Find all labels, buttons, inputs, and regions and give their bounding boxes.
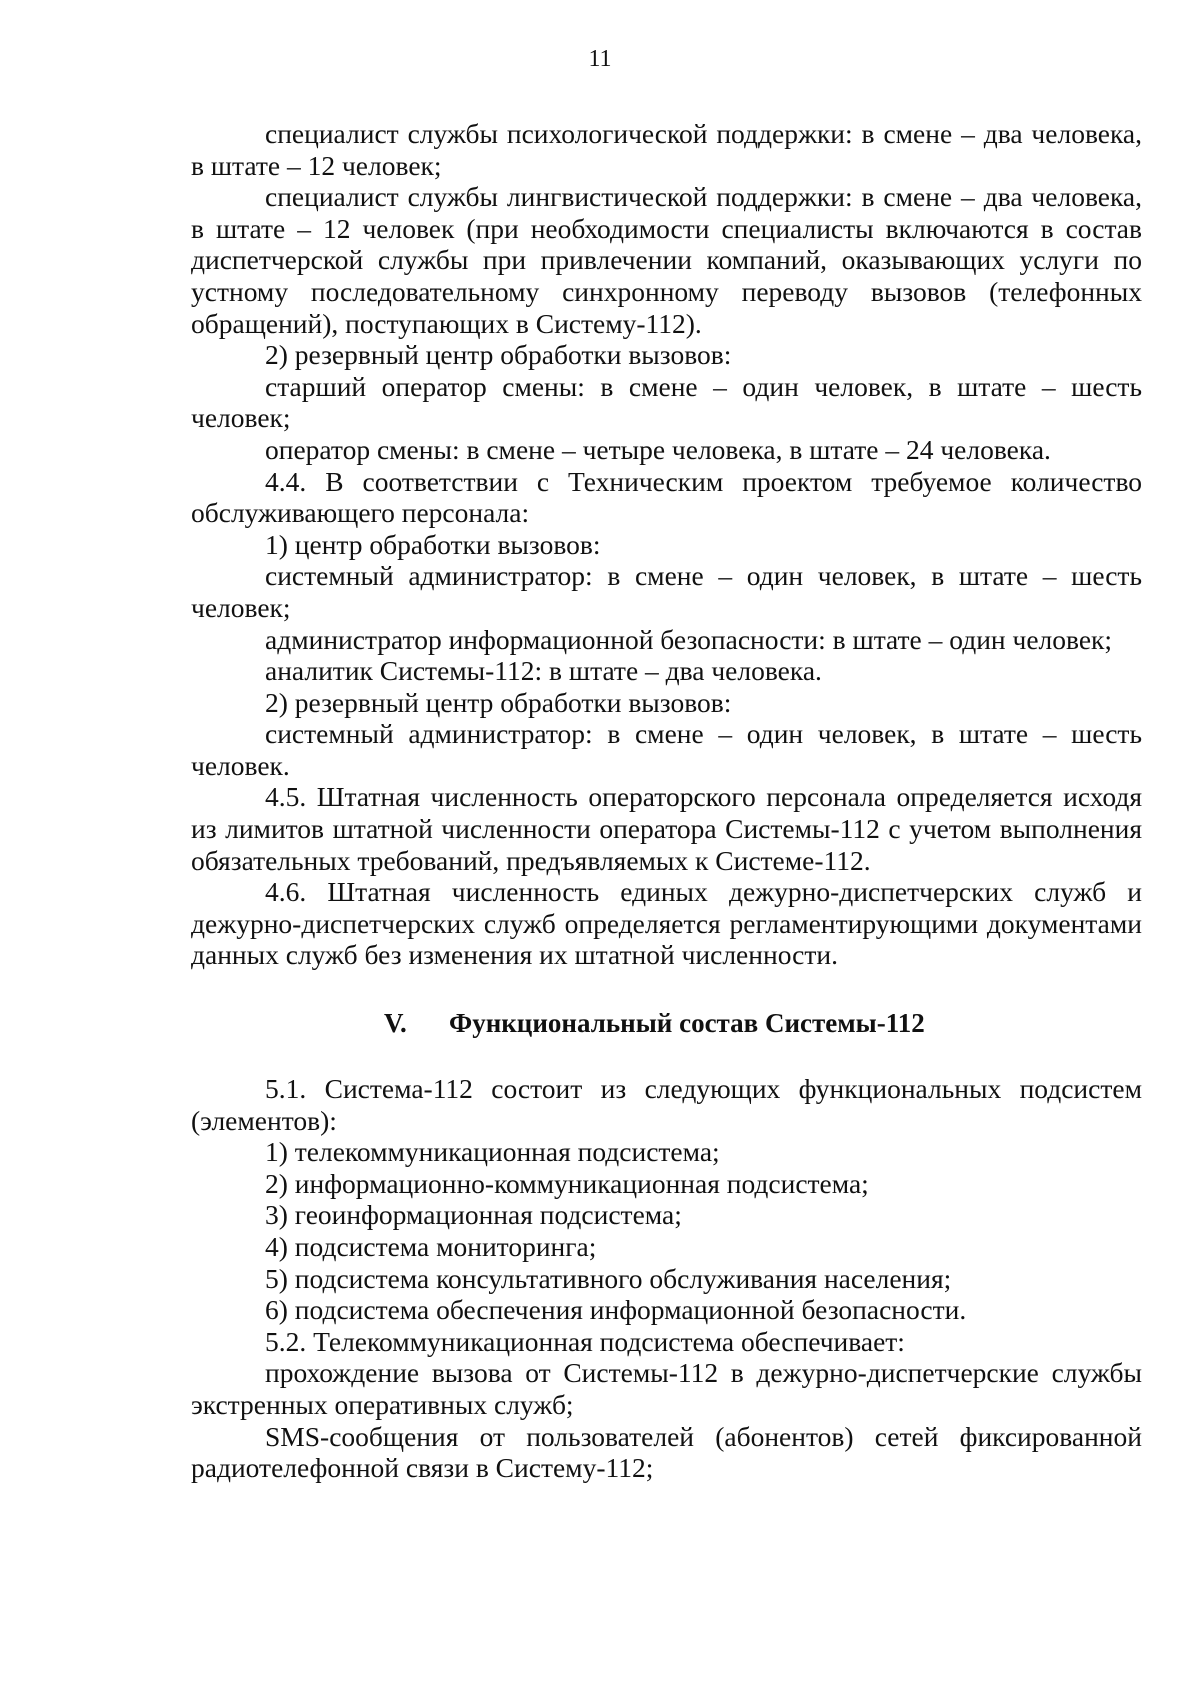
paragraph: системный администратор: в смене – один человек, в штате – шесть человек. — [191, 718, 1142, 781]
paragraph: аналитик Системы-112: в штате – два человека. — [265, 655, 822, 687]
section-four-continuation — [191, 118, 1142, 971]
paragraph: прохождение вызова от Системы-112 в дежурно-диспетчерские службы экстренных оперативных служб; — [191, 1357, 1142, 1420]
page-number: 11 — [588, 46, 612, 72]
paragraph: 4.6. Штатная численность единых дежурно-диспетчерских служб и дежурно-диспетчерских служб определяется регламентирующими документами данных служб без изменения их штатной численности. — [191, 876, 1142, 971]
section-title: Функциональный состав Системы-112 — [449, 1008, 925, 1039]
paragraph: 5.1. Система-112 состоит из следующих функциональных подсистем (элементов): — [191, 1073, 1142, 1136]
section-five-body — [191, 1073, 1142, 1484]
paragraph: старший оператор смены: в смене – один человек, в штате – шесть человек; — [191, 370, 1142, 434]
paragraph: 2) резервный центр обработки вызовов: — [265, 686, 732, 718]
list-item: 2) информационно-коммуникационная подсистема; — [265, 1167, 869, 1199]
list-item: 6) подсистема обеспечения информационной безопасности. — [265, 1294, 967, 1326]
paragraph: SMS-сообщения от пользователей (абонентов) сетей фиксированной радиотелефонной связи в Систему-112; — [191, 1420, 1142, 1484]
paragraph: специалист службы психологической поддержки: в смене – два человека, в штате – 12 человек; — [191, 118, 1142, 181]
section-heading — [191, 1007, 1142, 1039]
paragraph: 4.4. В соответствии с Техническим проектом требуемое количество обслуживающего персонала: — [191, 465, 1142, 529]
section-number: V. — [384, 1008, 407, 1039]
list-item: 5) подсистема консультативного обслуживания населения; — [265, 1262, 952, 1294]
list-item: 4) подсистема мониторинга; — [265, 1231, 597, 1262]
paragraph: 4.5. Штатная численность операторского персонала определяется исходя из лимитов штатной численности оператора Системы-112 с учетом выполнения обязательных требований, предъявляемых к Системе-112. — [191, 781, 1142, 876]
paragraph: администратор информационной безопасности: в штате – один человек; — [265, 623, 1113, 655]
document-body — [191, 118, 1142, 1484]
list-item: 3) геоинформационная подсистема; — [265, 1199, 682, 1231]
paragraph: системный администратор: в смене – один человек, в штате – шесть человек; — [191, 560, 1142, 623]
paragraph: 2) резервный центр обработки вызовов: — [265, 339, 732, 371]
paragraph: оператор смены: в смене – четыре человека, в штате – 24 человека. — [265, 433, 1051, 465]
paragraph: специалист службы лингвистической поддержки: в смене – два человека, в штате – 12 человек (при необходимости специалисты включаются в состав диспетчерской службы при привлечении компаний, оказывающих услуги по устному последовательному синхронному переводу вызовов (телефонных обращений), поступающих в Систему-112). — [191, 181, 1142, 339]
paragraph: 1) центр обработки вызовов: — [265, 528, 601, 560]
paragraph: 5.2. Телекоммуникационная подсистема обеспечивает: — [265, 1325, 905, 1357]
list-item: 1) телекоммуникационная подсистема; — [265, 1136, 720, 1168]
